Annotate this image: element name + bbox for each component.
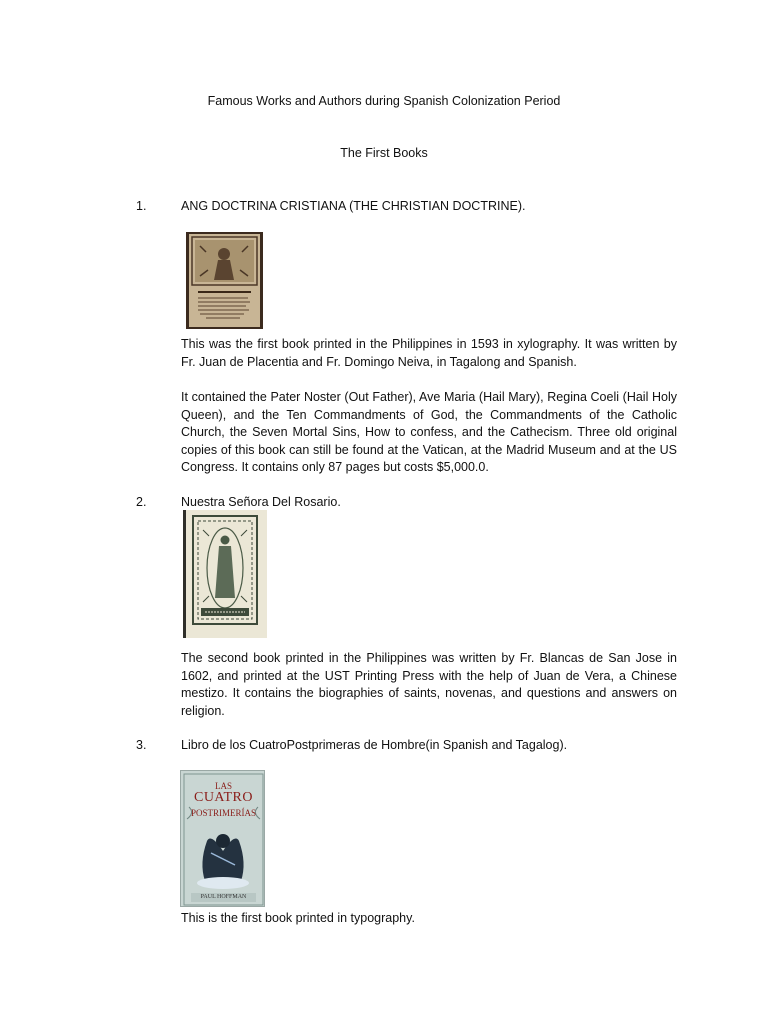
item-paragraph: This is the first book printed in typography. [181, 911, 415, 925]
item-paragraph: The second book printed in the Philippines was written by Fr. Blancas de San Jose in 1602, and printed at the UST Printing Press with the help of Juan de Vera, a Chinese mestizo. It contains the biographies of saints, novenas, and questions and answers on religion. [181, 651, 677, 718]
item-number: 3. [136, 738, 147, 752]
cover-title-line3: POSTRIMERÍAS [190, 808, 256, 818]
cuatro-postrimerias-cover [180, 770, 265, 907]
item-heading: Nuestra Señora Del Rosario. [181, 495, 341, 509]
nuestra-senora-image [183, 510, 267, 638]
cover-title-line1: LAS [214, 781, 232, 791]
cover-author: PAUL HOFFMAN [200, 894, 247, 900]
section-subtitle: The First Books [340, 146, 428, 160]
item-heading: ANG DOCTRINA CRISTIANA (THE CHRISTIAN DOCTRINE). [181, 199, 526, 213]
document-title: Famous Works and Authors during Spanish Colonization Period [207, 94, 561, 108]
item-number: 2. [136, 495, 147, 509]
cover-title-line2: CUATRO [193, 790, 253, 805]
item-paragraph: It contained the Pater Noster (Out Father), Ave Maria (Hail Mary), Regina Coeli (Hail Holy Queen), and the Ten Commandments of God, the Commandments of the Catholic Church, the Seven Mortal Sins, How to confess, and the Cathecism. Three old original copies of this book can still be found at the Vatican, at the Madrid Museum and at the US Congress. It contains only 87 pages but costs $5,000.0. [181, 390, 677, 474]
item-paragraph: This was the first book printed in the Philippines in 1593 in xylography. It was written by Fr. Juan de Placentia and Fr. Domingo Neiva, in Tagalong and Spanish. [181, 337, 677, 369]
doctrina-cristiana-image [186, 232, 263, 329]
item-heading: Libro de los CuatroPostprimeras de Hombre(in Spanish and Tagalog). [181, 738, 568, 752]
item-number: 1. [136, 199, 147, 213]
